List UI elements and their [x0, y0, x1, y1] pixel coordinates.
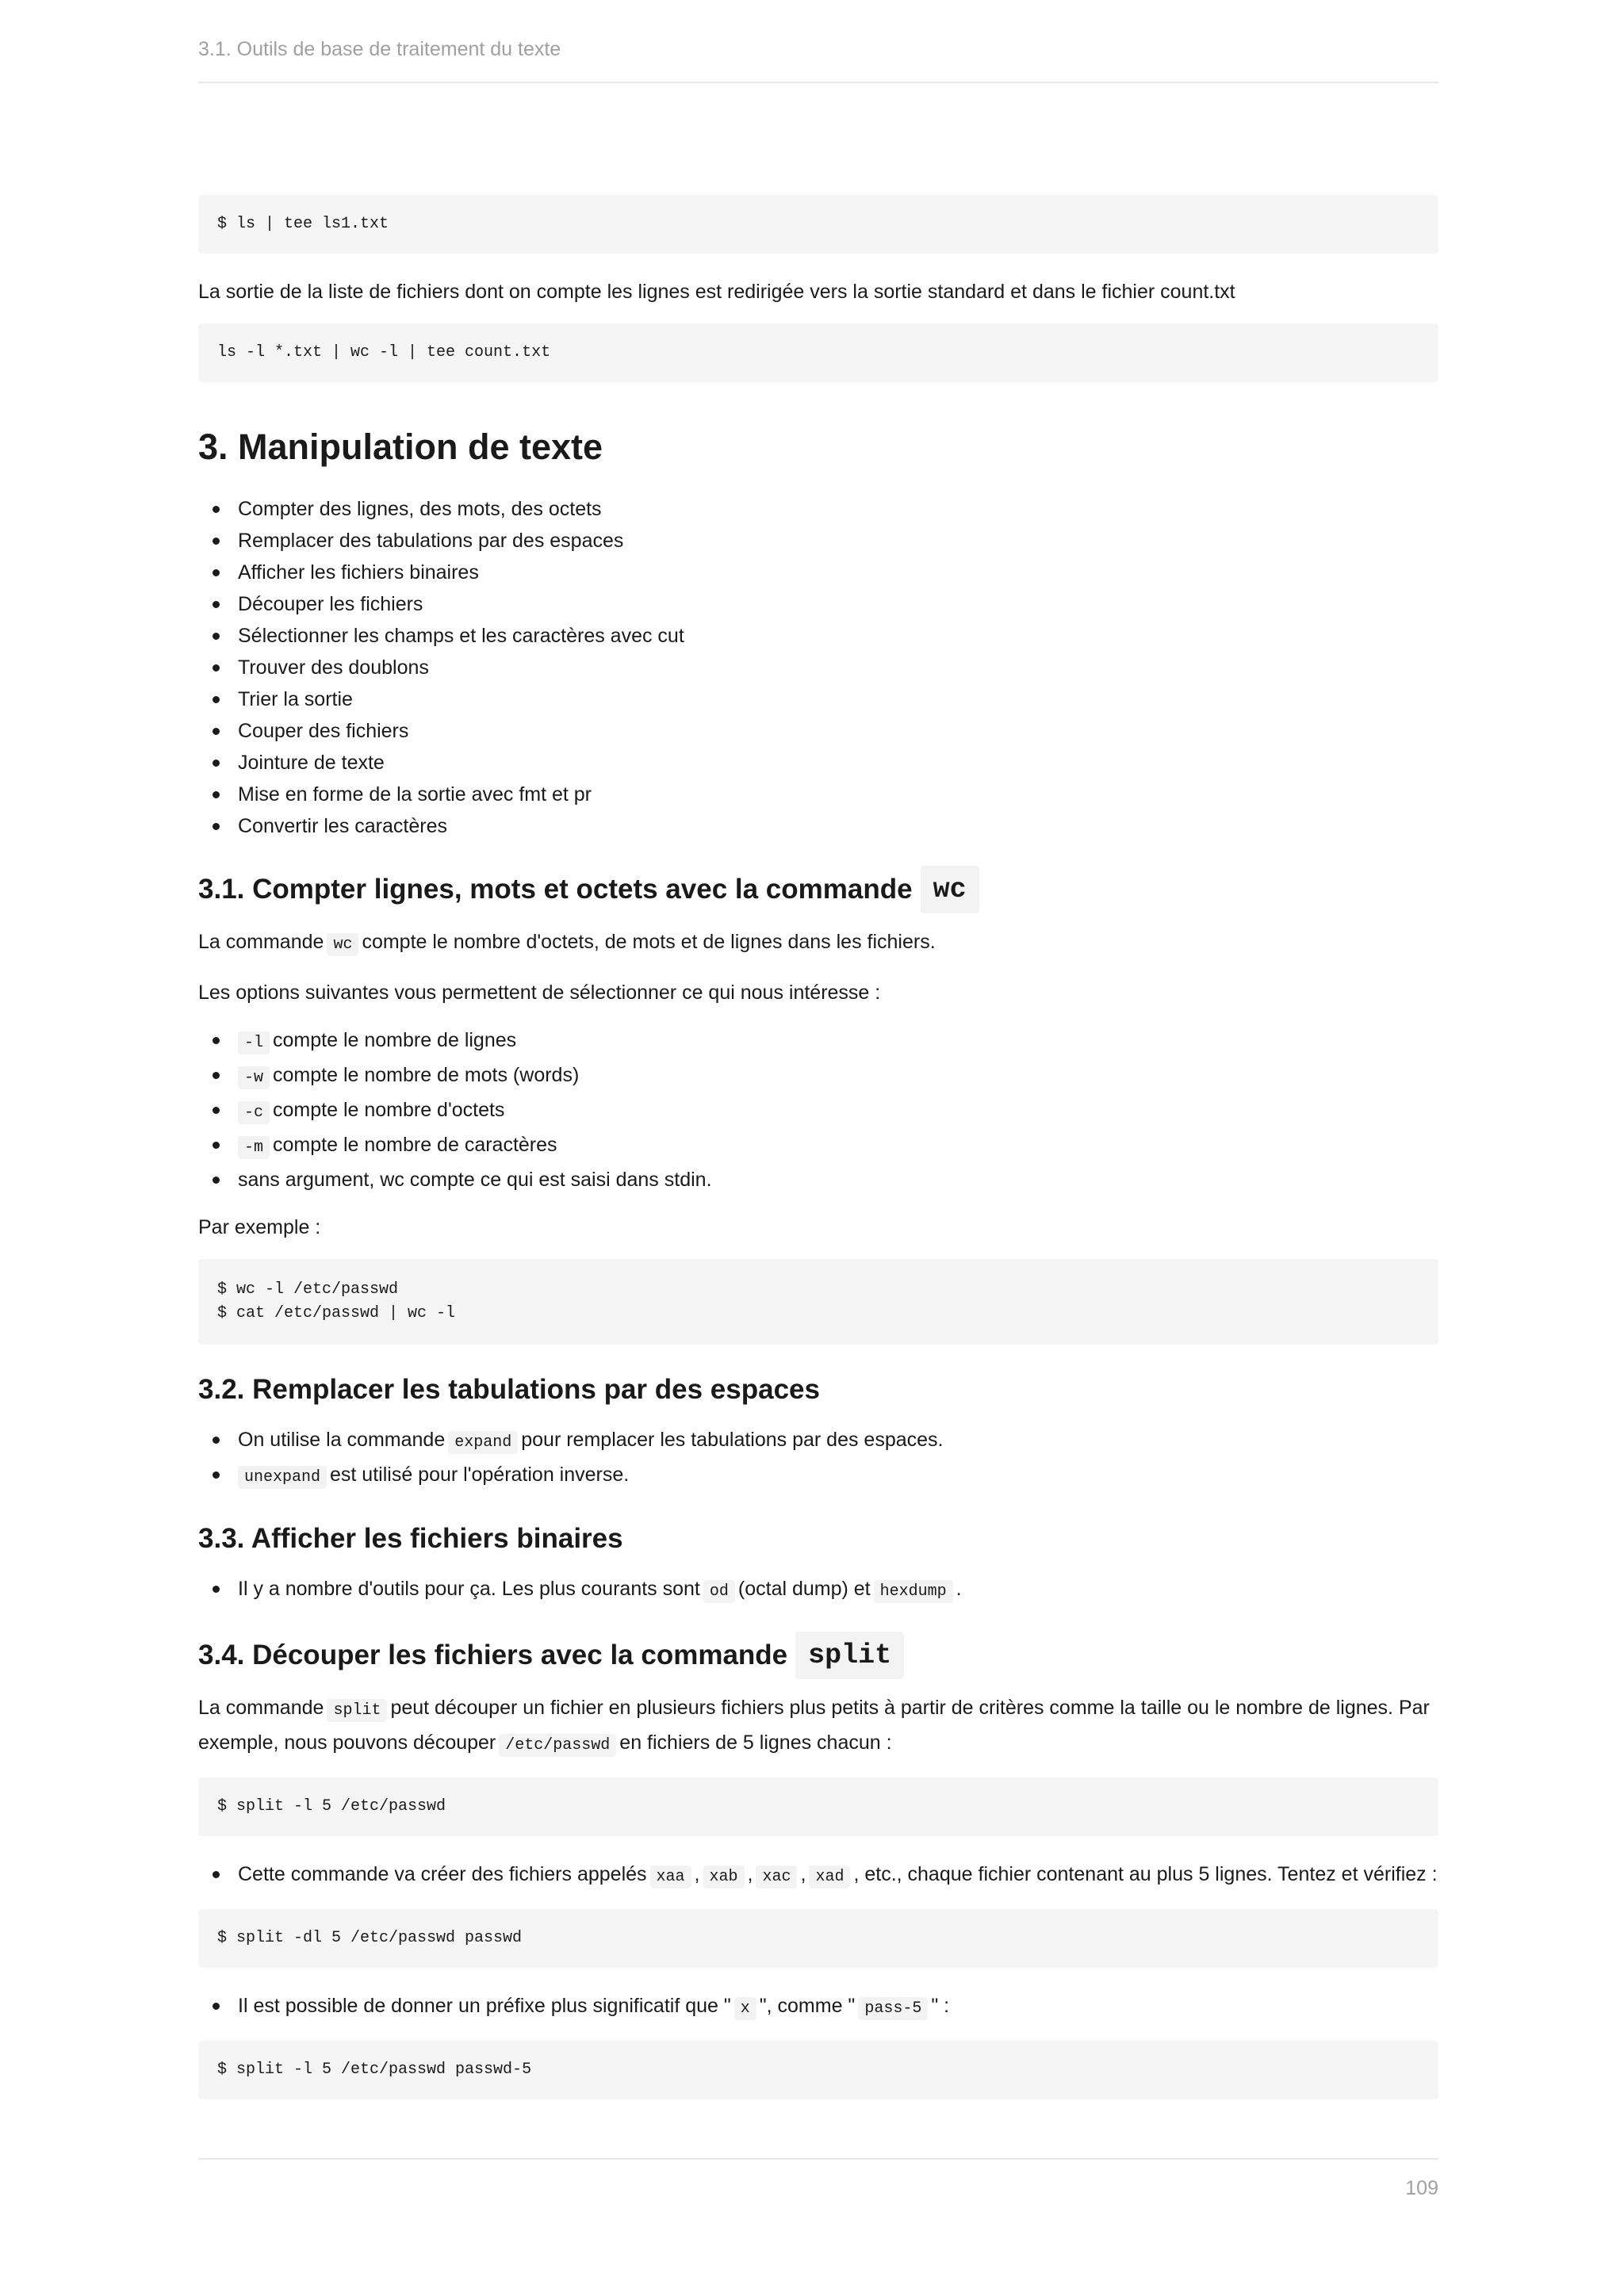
bullet-icon	[213, 2003, 220, 2010]
bullet-icon	[213, 1586, 220, 1593]
bullet-list	[198, 1858, 1438, 1893]
options-list	[198, 1024, 1438, 1196]
list-item: unexpand est utilisé pour l'opération inverse.	[198, 1459, 1438, 1494]
list-item: Sélectionner les champs et les caractères avec cut	[198, 620, 1438, 652]
bullet-icon	[213, 760, 220, 767]
inline-code: xaa	[650, 1866, 691, 1888]
paragraph: Les options suivantes vous permettent de sélectionner ce qui nous intéresse :	[198, 982, 881, 1004]
inline-code: pass-5	[858, 1997, 928, 2020]
bullet-icon	[213, 1072, 220, 1079]
list-item: sans argument, wc compte ce qui est saisi dans stdin.	[198, 1164, 1438, 1196]
bullet-icon	[213, 601, 220, 608]
paragraph: La sortie de la liste de fichiers dont on compte les lignes est redirigée vers la sortie standard et dans le fichier count.txt	[198, 281, 1235, 303]
bullet-list	[198, 1573, 1438, 1608]
list-item: Découper les fichiers	[198, 588, 1438, 620]
code-line: $ wc -l /etc/passwd	[217, 1280, 399, 1299]
subsection-heading: 3.2. Remplacer les tabulations par des espaces	[198, 1374, 820, 1405]
list-item: Convertir les caractères	[198, 810, 1438, 842]
section-heading: 3. Manipulation de texte	[198, 427, 603, 467]
bullet-icon	[213, 1037, 220, 1044]
inline-code: -m	[238, 1136, 270, 1159]
code-block	[198, 1259, 1438, 1345]
document-page	[198, 0, 1438, 2296]
list-item: -c compte le nombre d'octets	[198, 1094, 1438, 1129]
running-footer	[198, 2158, 1438, 2200]
page-number: 109	[1405, 2177, 1438, 2199]
list-item: Couper des fichiers	[198, 715, 1438, 747]
bullet-icon	[213, 1471, 220, 1479]
bullet-list	[198, 1424, 1438, 1494]
bullet-icon	[213, 633, 220, 640]
bullet-icon	[213, 1871, 220, 1878]
bullet-icon	[213, 569, 220, 576]
code-line: $ cat /etc/passwd | wc -l	[217, 1304, 456, 1322]
heading-code: wc	[921, 866, 979, 913]
list-item: -w compte le nombre de mots (words)	[198, 1059, 1438, 1094]
inline-code: x	[734, 1997, 756, 2020]
code-block: $ ls | tee ls1.txt	[198, 195, 1438, 254]
bullet-icon	[213, 1142, 220, 1149]
topic-list	[198, 493, 1438, 842]
inline-code: hexdump	[874, 1580, 953, 1603]
paragraph: La commande wc compte le nombre d'octets, de mots et de lignes dans les fichiers.	[198, 926, 1438, 961]
code-block: $ split -l 5 /etc/passwd	[198, 1777, 1438, 1836]
inline-code: -l	[238, 1031, 270, 1054]
running-header	[198, 38, 1438, 83]
list-item: Mise en forme de la sortie avec fmt et pr	[198, 779, 1438, 810]
bullet-icon	[213, 1437, 220, 1444]
list-item: Trouver des doublons	[198, 652, 1438, 683]
subsection-heading: 3.1. Compter lignes, mots et octets avec la commande wc	[198, 866, 1438, 913]
list-item: Remplacer des tabulations par des espaces	[198, 525, 1438, 557]
inline-code: xab	[703, 1866, 745, 1888]
subsection-heading: 3.3. Afficher les fichiers binaires	[198, 1523, 623, 1554]
list-item: On utilise la commande expand pour remplacer les tabulations par des espaces.	[198, 1424, 1438, 1459]
list-item: -l compte le nombre de lignes	[198, 1024, 1438, 1059]
running-header-title: 3.1. Outils de base de traitement du texte	[198, 38, 561, 60]
inline-code: /etc/passwd	[499, 1734, 616, 1757]
code-block: ls -l *.txt | wc -l | tee count.txt	[198, 323, 1438, 382]
code-block: $ split -dl 5 /etc/passwd passwd	[198, 1909, 1438, 1968]
page-content	[198, 195, 1438, 2122]
inline-code: unexpand	[238, 1466, 327, 1489]
paragraph: Par exemple :	[198, 1216, 321, 1238]
list-item: Jointure de texte	[198, 747, 1438, 779]
list-item: Trier la sortie	[198, 683, 1438, 715]
inline-code: expand	[448, 1431, 518, 1454]
inline-code: -c	[238, 1101, 270, 1124]
bullet-icon	[213, 791, 220, 798]
bullet-icon	[213, 728, 220, 735]
list-item: Compter des lignes, des mots, des octets	[198, 493, 1438, 525]
subsection-heading: 3.4. Découper les fichiers avec la commande split	[198, 1632, 1438, 1679]
heading-code: split	[795, 1632, 904, 1679]
list-item: Afficher les fichiers binaires	[198, 557, 1438, 588]
bullet-icon	[213, 538, 220, 545]
list-item: Il est possible de donner un préfixe plus significatif que " x ", comme " pass-5 " :	[198, 1990, 1438, 2025]
code-block: $ split -l 5 /etc/passwd passwd-5	[198, 2041, 1438, 2099]
inline-code: od	[703, 1580, 735, 1603]
inline-code: -w	[238, 1066, 270, 1089]
paragraph: La commande split peut découper un fichier en plusieurs fichiers plus petits à partir de critères comme la taille ou le nombre de lignes. Par exemple, nous pouvons découper /etc/passwd en fichiers de 5 lignes chacun :	[198, 1692, 1438, 1762]
inline-code: xac	[756, 1866, 797, 1888]
bullet-icon	[213, 664, 220, 672]
bullet-icon	[213, 506, 220, 513]
list-item: Cette commande va créer des fichiers appelés xaa , xab , xac , xad , etc., chaque fichier contenant au plus 5 lignes. Tentez et vérifiez :	[198, 1858, 1438, 1893]
bullet-icon	[213, 696, 220, 703]
bullet-icon	[213, 1177, 220, 1184]
bullet-icon	[213, 1107, 220, 1114]
list-item: -m compte le nombre de caractères	[198, 1129, 1438, 1164]
inline-code: xad	[809, 1866, 850, 1888]
list-item: Il y a nombre d'outils pour ça. Les plus courants sont od (octal dump) et hexdump .	[198, 1573, 1438, 1608]
bullet-icon	[213, 823, 220, 830]
inline-code: split	[327, 1699, 387, 1722]
inline-code: wc	[327, 933, 358, 956]
bullet-list	[198, 1990, 1438, 2025]
